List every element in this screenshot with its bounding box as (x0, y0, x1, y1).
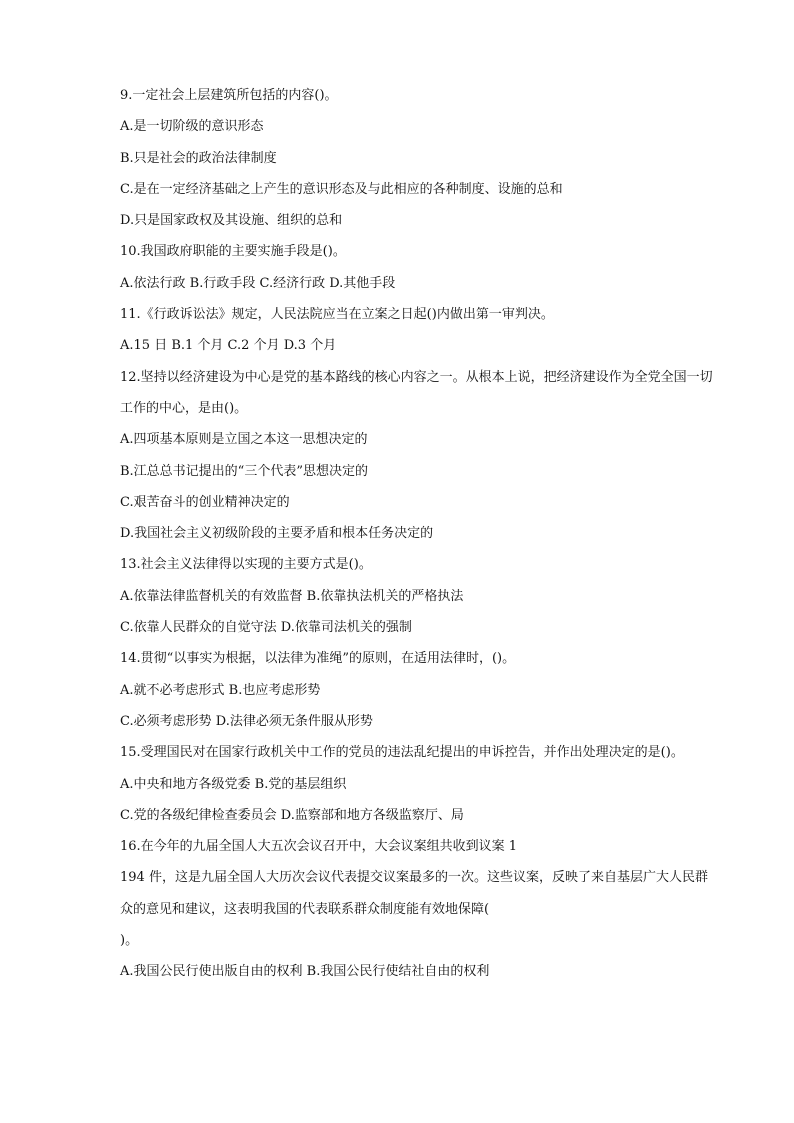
question-13-options-ab: A.依靠法律监督机关的有效监督 B.依靠执法机关的严格执法 (120, 588, 464, 604)
question-11-stem: 11.《行政诉讼法》规定，人民法院应当在立案之日起()内做出第一审判决。 (120, 307, 554, 323)
question-10-options: A.依法行政 B.行政手段 C.经济行政 D.其他手段 (120, 275, 396, 291)
question-16-options-ab: A.我国公民行使出版自由的权利 B.我国公民行使结社自由的权利 (120, 964, 490, 980)
question-12-option-c: C.艰苦奋斗的创业精神决定的 (120, 494, 290, 510)
question-13-stem: 13.社会主义法律得以实现的主要方式是()。 (120, 557, 372, 573)
question-16-stem-line-1: 16.在今年的九届全国人大五次会议召开中，大会议案组共收到议案 1 (120, 839, 518, 855)
question-16-stem-line-4: )。 (120, 933, 139, 949)
question-15-options-cd: C.党的各级纪律检查委员会 D.监察部和地方各级监察厅、局 (120, 807, 464, 823)
document-body (120, 80, 760, 988)
question-9-option-a: A.是一切阶级的意识形态 (120, 119, 264, 135)
question-16-stem-line-2: 194 件，这是九届全国人大历次会议代表提交议案最多的一次。这些议案，反映了来自基层广大人民群 (120, 870, 708, 886)
question-12-option-b: B.江总总书记提出的“三个代表”思想决定的 (120, 463, 368, 479)
question-13-options-cd: C.依靠人民群众的自觉守法 D.依靠司法机关的强制 (120, 620, 412, 636)
question-9-option-d: D.只是国家政权及其设施、组织的总和 (120, 213, 343, 229)
question-14-stem: 14.贯彻“以事实为根据，以法律为准绳”的原则，在适用法律时，()。 (120, 651, 516, 667)
question-15-stem: 15.受理国民对在国家行政机关中工作的党员的违法乱纪提出的申诉控告，并作出处理决定的是()。 (120, 745, 684, 761)
question-12-stem-line-2: 工作的中心，是由()。 (120, 400, 248, 416)
question-14-options-cd: C.必须考虑形势 D.法律必须无条件服从形势 (120, 713, 373, 729)
question-11-options: A.15 日 B.1 个月 C.2 个月 D.3 个月 (120, 338, 337, 354)
question-10-stem: 10.我国政府职能的主要实施手段是()。 (120, 244, 346, 260)
question-12-option-d: D.我国社会主义初级阶段的主要矛盾和根本任务决定的 (120, 526, 434, 542)
question-9-stem: 9.一定社会上层建筑所包括的内容()。 (120, 88, 338, 103)
question-16-stem-line-3: 众的意见和建议，这表明我国的代表联系群众制度能有效地保障( (120, 901, 490, 917)
question-9-option-c: C.是在一定经济基础之上产生的意识形态及与此相应的各种制度、设施的总和 (120, 181, 563, 197)
question-12-option-a: A.四项基本原则是立国之本这一思想决定的 (120, 432, 368, 448)
question-9-option-b: B.只是社会的政治法律制度 (120, 150, 277, 166)
question-14-options-ab: A.就不必考虑形式 B.也应考虑形势 (120, 682, 321, 698)
question-12-stem-line-1: 12.坚持以经济建设为中心是党的基本路线的核心内容之一。从根本上说，把经济建设作为全党全国一切 (120, 369, 713, 385)
question-15-options-ab: A.中央和地方各级党委 B.党的基层组织 (120, 776, 347, 792)
